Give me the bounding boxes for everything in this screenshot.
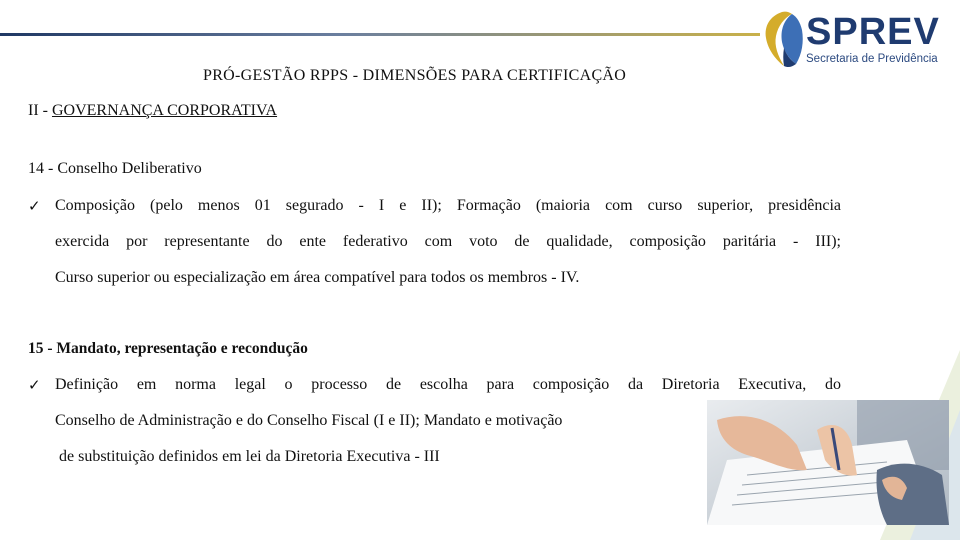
checkmark-icon: ✓: [28, 376, 41, 394]
logo-subtitle: Secretaria de Previdência: [806, 53, 938, 65]
section-prefix: II -: [28, 102, 52, 119]
section-name: GOVERNANÇA CORPORATIVA: [51, 102, 278, 119]
checkmark-icon: ✓: [28, 197, 41, 215]
hands-signing-document-photo: [707, 400, 949, 525]
section-heading: [28, 102, 277, 120]
header-rule: [0, 33, 760, 36]
item-line: Conselho de Administração e do Conselho Fiscal (I e II); Mandato e motivação: [55, 412, 563, 429]
item-line: Definição em norma legal o processo de escolha para composição da Diretoria Executiva, do: [55, 376, 841, 393]
topic-heading: 15 - Mandato, representação e recondução: [28, 340, 308, 357]
item-line: de substituição definidos em lei da Diretoria Executiva - III: [59, 448, 440, 465]
item-line: Composição (pelo menos 01 segurado - I e II); Formação (maioria com curso superior, presidência: [55, 197, 841, 214]
item-line: exercida por representante do ente federativo com voto de qualidade, composição paritária - III);: [55, 233, 841, 250]
logo-wordmark: SPREV: [806, 11, 940, 53]
page-title: PRÓ-GESTÃO RPPS - DIMENSÕES PARA CERTIFICAÇÃO: [203, 67, 627, 84]
sprev-emblem-icon: [762, 8, 806, 70]
item-line: Curso superior ou especialização em área compatível para todos os membros - IV.: [55, 269, 580, 286]
sprev-logo: [762, 8, 952, 70]
topic-heading: 14 - Conselho Deliberativo: [28, 160, 202, 177]
